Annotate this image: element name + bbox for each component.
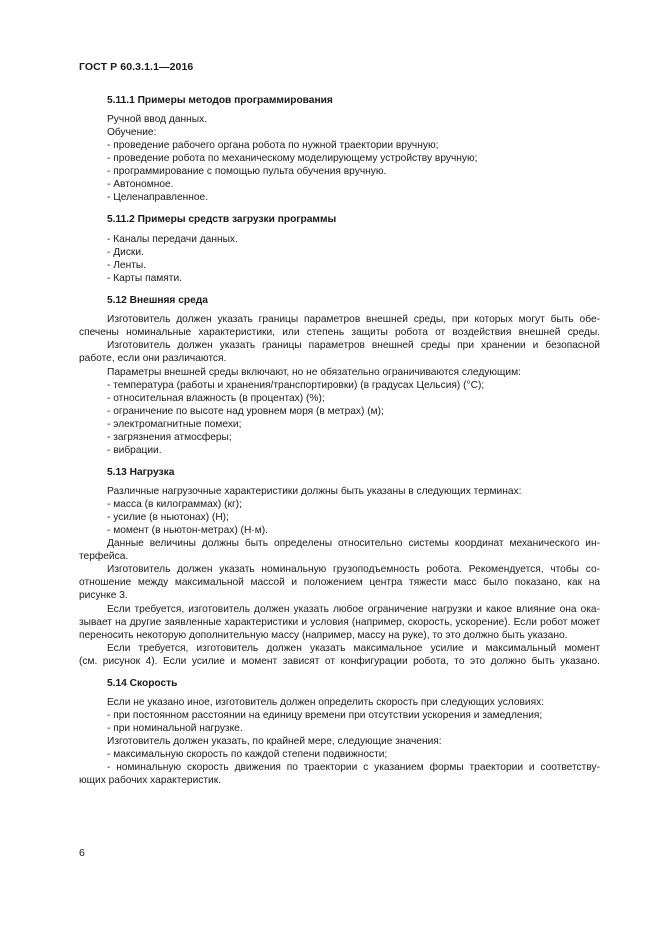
list-item: - при номинальной нагрузке. <box>107 723 243 734</box>
text-line: Данные величины должны быть определены относительно системы координат механического ин- <box>107 538 600 549</box>
list-item: - при постоянном расстоянии на единицу времени при отсутствии ускорения и замедления; <box>107 710 543 721</box>
text-line: ющих рабочих характеристик. <box>79 775 222 786</box>
text-line: спечены номинальные характеристики, или степень защиты робота от воздействия внешней среды. <box>79 327 600 338</box>
list-item: - Каналы передачи данных. <box>107 234 238 245</box>
text-line: Если требуется, изготовитель должен указать любое ограничение нагрузки и какое влияние она ока- <box>107 604 600 615</box>
list-item: - электромагнитные помехи; <box>107 419 242 430</box>
text-line: Ручной ввод данных. <box>107 114 208 125</box>
text-line: (см. рисунок 4). Если усилие и момент зависят от конфигурации робота, то это должно быть указано. <box>79 656 600 667</box>
list-item: - Диски. <box>107 247 144 258</box>
section-heading: 5.12 Внешняя среда <box>107 295 208 306</box>
section-heading: 5.11.2 Примеры средств загрузки программы <box>107 214 337 225</box>
list-item: - Ленты. <box>107 260 147 271</box>
list-item: - температура (работы и хранения/транспортировки) (в градусах Цельсия) (°C); <box>107 380 485 391</box>
text-line: Параметры внешней среды включают, но не обязательно ограничиваются следующим: <box>107 367 521 378</box>
list-item: - максимальную скорость по каждой степени подвижности; <box>107 749 388 760</box>
list-item: - Карты памяти. <box>107 273 182 284</box>
section-heading: 5.14 Скорость <box>107 678 178 689</box>
list-item: - загрязнения атмосферы; <box>107 432 232 443</box>
text-line: Изготовитель должен указать границы параметров внешней среды при хранении и безопасной <box>107 340 600 351</box>
text-line: Если не указано иное, изготовитель должен определить скорость при следующих условиях: <box>107 697 545 708</box>
list-item: - программирование с помощью пульта обучения вручную. <box>107 166 387 177</box>
page-number: 6 <box>79 847 85 859</box>
list-item: - ограничение по высоте над уровнем моря (в метрах) (м); <box>107 406 384 417</box>
text-line: работе, если они различаются. <box>79 353 227 364</box>
text-line: терфейса. <box>79 551 129 562</box>
text-line: Обучение: <box>107 127 157 138</box>
document-header: ГОСТ Р 60.3.1.1—2016 <box>79 61 194 73</box>
list-item: - проведение рабочего органа робота по нужной траектории вручную; <box>107 140 439 151</box>
section-heading: 5.11.1 Примеры методов программирования <box>107 95 333 106</box>
text-line: рисунке 3. <box>79 590 128 601</box>
text-line: Изготовитель должен указать номинальную грузоподъемность робота. Рекомендуется, чтобы со- <box>107 564 600 575</box>
text-line: Если требуется, изготовитель должен указать максимальное усилие и максимальный момент <box>107 643 600 654</box>
list-item: - Целенаправленное. <box>107 192 209 203</box>
list-item: - вибрации. <box>107 445 162 456</box>
list-item: - относительная влажность (в процентах) (%); <box>107 393 325 404</box>
text-line: Изготовитель должен указать границы параметров внешней среды, при которых могут быть обе- <box>107 314 600 325</box>
list-item: - проведение робота по механическому моделирующему устройству вручную; <box>107 153 478 164</box>
list-item: - момент (в ньютон-метрах) (Н·м). <box>107 525 268 536</box>
list-item: - номинальную скорость движения по траектории с указанием формы траектории и соответству- <box>107 762 600 773</box>
list-item: - Автономное. <box>107 179 174 190</box>
list-item: - масса (в килограммах) (кг); <box>107 499 242 510</box>
text-line: переносить некоторую дополнительную массу (например, массу на руке), то это должно быть указано. <box>79 630 568 641</box>
section-heading: 5.13 Нагрузка <box>107 467 175 478</box>
text-line: зывает на другие заявленные характеристики и условия (например, скорость, ускорение). Если робот может <box>79 617 600 628</box>
list-item: - усилие (в ньютонах) (Н); <box>107 512 229 523</box>
text-line: Изготовитель должен указать, по крайней мере, следующие значения: <box>107 736 442 747</box>
text-line: Различные нагрузочные характеристики должны быть указаны в следующих терминах: <box>107 486 522 497</box>
text-line: отношение между максимальной массой и положением центра тяжести масс было показано, как на <box>79 577 600 588</box>
